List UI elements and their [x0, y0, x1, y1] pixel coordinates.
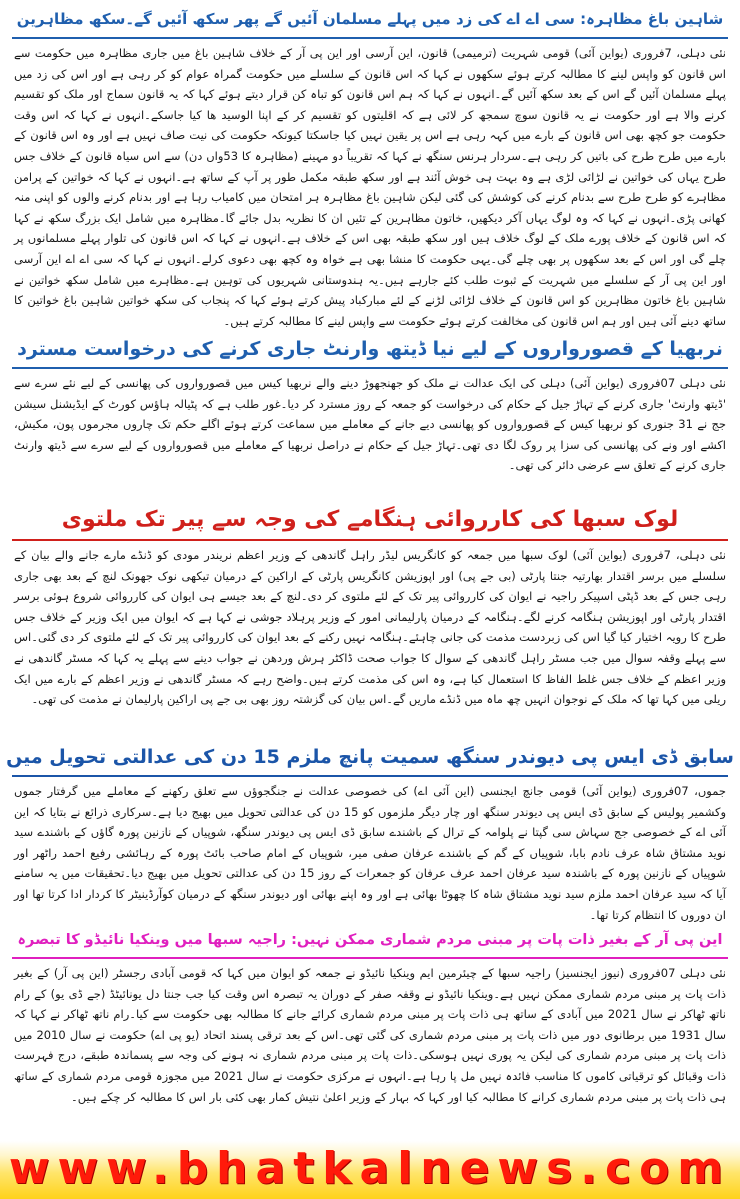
article-body: نئی دہلی، 7فروری (یواین آئی) لوک سبھا میں جمعہ کو کانگریس لیڈر راہل گاندھی کے وزیر اعظم نریندر مودی کو ڈنڈے مارے جانے والے بیان کے سلسلے میں برسر اقتدار بھارتیہ جنتا پارٹی (بی جے پی) اور اپوزیشن کانگریس پارٹی کے اراکین کے درمیان تیکھی نوک جھونک لنچ کے بعد بھی جاری رہی جس کے بعد ڈپٹی اسپیکر راجیہ نے ایوان کی کارروائی پیر تک کے لئے ملتوی کر دی۔لنچ کے بعد جیسے ہی ایوان کی کارروائی شروع ہوئی برسر اقتدار پارٹی اور اپوزیشن ہنگامہ کرنے لگے۔ہنگامہ کے درمیان پارلیمانی امور کے وزیر پرہلاد جوشی نے کہا ہے کہ ایوان میں ایک وزیر کے خلاف جس طرح کا رویہ اختیار کیا گیا اس کی زبردست مذمت کی جانی چاہئے۔ہنگامہ نہیں رکنے کے بعد ایوان کی کارروائی پیر تک کے لئے ملتوی کر دی گئی۔اس سے پہلے وقفہ سوال میں جب مسٹر راہل گاندھی کے سوال کا جواب صحت ڈاکٹر ہرش وردھن نے جواب دینے سے پہلے یہ کہا کہ مسٹر گاندھی نے وزیر اعظم کے خلاف جس غلط الفاظ کا استعمال کیا ہے، وہ اس کی مذمت کرتے ہیں۔واضح رہے کہ مسٹر گاندھی نے وزیر اعظم کے بارے میں ایک ریلی میں کہا تھا کہ ملک کے نوجوان انہیں چھ ماہ میں ڈنڈے ماریں گے۔اس بیان کی گزشتہ روز بھی بی جے پی اراکین پارلیمان نے مذمت کی تھی۔: [14, 548, 727, 707]
article-headline: شاہین باغ مظاہرہ: سی اے اے کی زد میں پہلے مسلمان آئیں گے پھر سکھ آئیں گے۔سکھ مظاہرین: [16, 10, 724, 28]
headline-rule: [12, 775, 728, 777]
article-shaheen-bagh: [6, 4, 734, 333]
article-nirbhaya: [6, 334, 734, 497]
article-headline: این پی آر کے بغیر ذات پات پر مبنی مردم شماری ممکن نہیں: راجیہ سبھا میں وینکیا نائیڈو کا تبصرہ: [17, 932, 723, 948]
site-url[interactable]: www.bhatkalnews.com: [8, 1143, 732, 1194]
headline-rule: [12, 539, 728, 541]
headline-rule: [12, 957, 728, 959]
article-lok-sabha: [6, 504, 734, 733]
article-dsp-davinder-singh: [6, 742, 734, 925]
article-npr-caste-census: [6, 926, 734, 1131]
article-headline: نربھیا کے قصورواروں کے لیے نیا ڈیتھ وارنٹ جاری کرنے کی درخواست مسترد: [17, 338, 723, 360]
article-body: جموں، 07فروری (یواین آئی) قومی جانچ ایجنسی (این آئی اے) کی خصوصی عدالت نے جنگجوؤں سے تعلق رکھنے کے معاملے میں گرفتار جموں وکشمیر پولیس کے سابق ڈی ایس پی دیوندر سنگھ اور چار دیگر ملزموں کو 15 دن کی عدالتی تحویل میں بھیج دیا ہے۔سرکاری ذرائع نے بتایا کہ این آئی اے کے خصوصی جج سہاش سی گپتا نے پلوامہ کے ترال کے باشندے سابق ڈی ایس پی دیوندر سنگھ، شوپیاں کے نازنین پورہ گاؤں کے باشندے سید نوید مشتاق شاہ عرف نادم بابا، شوپیاں کے گم کے باشندے عرفان صفی میر، شوپیاں کے امام صاحب بائٹ پورہ کے رہائشی رفیع احمد راٹھر اور شوپیاں کے نازنین پورہ کے باشندہ سید عرفان احمد عرف عرفان کو جمعرات کے روز 15 دن کی عدالتی تحویل میں بھیج دیا۔تحقیقات میں یہ سامنے آیا کہ سید عرفان احمد ملزم سید نوید مشتاق شاہ کا چھوٹا بھائی ہے اور وہ اپنے بھائی اور دیوندر سنگھ کے درمیان کوآرڈینیٹر کا کردار ادا کرتا تھا اور ان دوروں کا انتظام کرتا تھا۔: [14, 784, 727, 922]
article-body: نئی دہلی 07فروری (یواین آئی) دہلی کی ایک عدالت نے ملک کو جھنجھوڑ دینے والے نربھیا کیس میں قصورواروں کی پھانسی کے لیے نئے سرے سے 'ڈیتھ وارنٹ' جاری کرنے کے تہاڑ جیل کے حکام کی درخواست کو جمعہ کے روز مسترد کر دیا۔غور طلب ہے کہ پٹیالہ ہاؤس کورٹ کے ایڈیشنل سیشن جج نے 31 جنوری کو نربھیا کیس کے قصورواروں کو پھانسی دیے جانے کے معاملے میں سماعت کرتے ہوئے اگلے حکم تک چاروں مجرموں پون، مکیش، اکشے اور ونے کی پھانسی کی سزا پر روک لگا دی تھی۔تہاڑ جیل کے حکام نے دراصل نربھیا کے معاملے میں قصورواروں کے لیے سرے سے ڈیتھ وارنٹ جاری کرنے کے تعلق سے عرضی دائر کی تھی۔: [14, 376, 726, 473]
headline-rule: [12, 367, 728, 369]
article-headline: سابق ڈی ایس پی دیوندر سنگھ سمیت پانچ ملزم 15 دن کی عدالتی تحویل میں: [6, 746, 734, 768]
footer-banner: [0, 1141, 740, 1199]
headline-rule: [12, 37, 728, 39]
article-headline: لوک سبھا کی کارروائی ہنگامے کی وجہ سے پیر تک ملتوی: [61, 507, 679, 532]
article-body: نئی دہلی، 7فروری (یواین آئی) قومی شہریت (ترمیمی) قانون، این آرسی اور این پی آر کے خلاف شاہین باغ میں جاری مظاہرہ میں حکومت سے اس قانون کو واپس لینے کا مطالبہ کرتے ہوئے سکھوں نے کہا کہ اس قانون کے سلسلے میں حکومت گمراہ عوام کو کر رہی ہے اور اس کی زد میں پہلے مسلمان آئیں گے اس کے بعد سکھ آئیں گے۔انہوں نے کہا کہ ہم اس قانون کو تباہ کن قرار دیتے ہوئے کہا کہ یہ قانون سماج اور ملک کو تقسیم کرنے والا ہے اور حکومت نے یہ قانون سوچ سمجھ کر لائی ہے کہ اقلیتوں کو تقسیم کر کے اپنا الوسید ھا کیا جاسکے۔انہوں نے کہا کہ اس وقت حکومت جو کچھ بھی اس قانون کے بارے میں کہہ رہی ہے اس پر یقین نہیں کیا جاسکتا کیونکہ حکومت کی نیت صاف نہیں ہے اور وہ اس قانون کے بارے میں طرح طرح کی باتیں کر رہی ہے۔سردار ہرنس سنگھ نے کہا کہ تقریباً دو مہینے (مظاہرہ کا 53واں دن) سے اس سیاہ قانون کے خلاف جس طرح یہاں کی خواتین نے لڑائی لڑی ہے وہ بہت ہی خوش آئند ہے اور سکھ طبقہ مکمل طور پر آپ کے ساتھ ہے۔انہوں نے کہا کہ خواتین کے پرامن مظاہرے کو طرح طرح سے بدنام کرنے کی کوشش کی گئی لیکن شاہین باغ مظاہرہ ہر امتحان میں کامیاب رہا ہے اور بدنام کرنے والوں کو اپنی منہ کھانی پڑی۔انہوں نے کہا کہ وہ لوگ یہاں آکر دیکھیں، خاتون مظاہرین کے تئیں ان کا نظریہ بدل جائے گا۔مظاہرہ میں شامل ایک بزرگ سکھ نے کہا کہ اس قانون کے خلاف پورے ملک کے لوگ خلاف ہیں اور سکھ طبقہ بھی اس کے خلاف ہے۔انہوں نے کہا کہ اس قانون کی تلوار پہلے مسلمانوں پر چلے گی اور اس کے بعد سکھوں پر بھی چلے گی۔یہی حکومت کا منشا بھی ہے خواہ وہ کچھ بھی دعوی کرلے۔انہوں نے کہا کہ سی اے اے این آرسی اور این پی آر کے سلسلے میں شہریت کے ثبوت طلب کئے جارہے ہیں۔یہ ہندوستانی شہریوں کی توہین ہے۔مظاہرے میں شامل سکھ خواتین نے شاہین باغ خاتون مظاہرین کو اس قانون کے خلاف لڑائی لڑنے کے لئے مبارکباد پیش کرتے ہوئے کہا کہ پنجاب کی سکھ خواتین شاہین باغ خواتین کا ساتھ دینے آئی ہیں اور ہم اس قانون کی مخالفت کرتے ہوئے حکومت سے واپس لینے کا مطالبہ کرتے ہیں۔: [14, 46, 726, 328]
article-body: نئی دہلی 07فروری (نیوز ایجنسیز) راجیہ سبھا کے چیئرمین ایم وینکیا نائیڈو نے جمعہ کو ایوان میں کہا کہ قومی آبادی رجسٹر (این پی آر) کے بغیر ذات پات پر مبنی مردم شماری ممکن نہیں ہے۔وینکیا نائیڈو نے وقفہ صفر کے دوران یہ تبصرہ اس وقت کیا جب جنتا دل یونائیٹڈ (جے ڈی یو) کے رام ناتھ ٹھاکر نے سال 2021 میں آبادی کے ساتھ ہی ذات پات پر مبنی مردم شماری کرائے جانے کا مطالبہ بھی حکومت سے کیا۔رام ناتھ ٹھاکر نے کہا کہ سال 1931 میں برطانوی دور میں ذات پات پر مبنی مردم شماری کی گئی تھی۔اس کے بعد ترقی پسند اتحاد (یو پی اے) حکومت نے سال 2010 میں ذات پات پر مبنی مردم شماری کی لیکن یہ پوری نہیں ہوسکی۔ذات پات پر مبنی مردم شماری نہ ہونے کی وجہ سے پسماندہ طبقے، درج فہرست ذات وقبائل کو ترقیاتی کاموں کا مناسب فائدہ نہیں مل پا رہا ہے۔انہوں نے مرکزی حکومت نے سال 2021 میں مجوزہ قومی مردم شماری کے ساتھ ہی ذات پات پر مبنی مردم شماری کرانے کا مطالبہ کیا اور کہا کہ بہار کے وزیر اعلیٰ نتیش کمار بھی کئی بار اس کا مطالبہ کر چکے ہیں۔: [14, 966, 727, 1104]
